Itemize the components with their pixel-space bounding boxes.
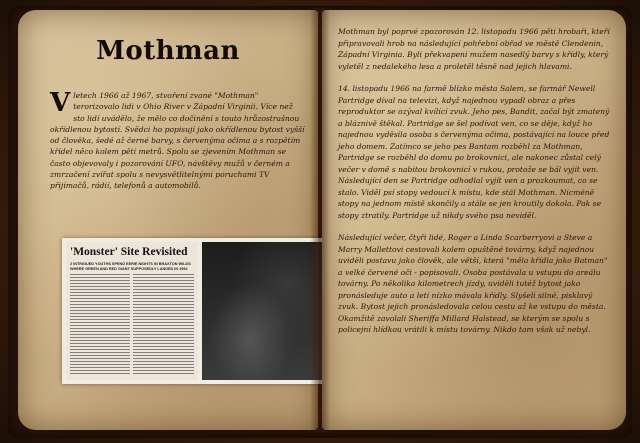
newspaper-clipping xyxy=(66,242,198,380)
book-spine xyxy=(310,8,330,432)
right-page xyxy=(322,10,626,430)
clipping-headline: 'Monster' Site Revisited xyxy=(70,246,188,258)
intro-text: letech 1966 až 1967, stvoření zvané "Mothman" terorizovalo lidi v Ohio River v Západní Virginii. Více než sto lidí uvádělo, že mělo co dočinění s touto hrůzostrašnou okřídlenou bytostí. Svědci ho popisují jako okřídlenou bytost vyšší od člověka, šedé až černé barvy, s červenýma očima a s rozpětím křídel něco kolem pěti metrů. Spolu se zjevením Mothman se často objevovaly i pozorování UFO, návštěvy mužů v černém a zmrzačení zvířat spolu s nevysvětlitelnými poruchami TV přijímačů, rádií, telefonů a automobilů. xyxy=(50,91,305,191)
page-title: Mothman xyxy=(96,36,240,66)
night-forest-photo xyxy=(202,242,324,380)
paragraph-first-sighting: Mothman byl poprvé zpozorován 12. listopadu 1966 pěti hrobaři, kteří připravovali hrob na následující pohřební obřad ve městě Clendenin, Západní Virginia. Byli překvapeni mužem nasedlý barvy s křídly, který vyletěl z nedalekého lesa a proletěl těsně nad jejich hlavami. xyxy=(338,27,610,71)
drop-cap: V xyxy=(50,88,71,118)
paragraph-partridge: 14. listopadu 1966 na farmě blízko města Salem, se farmář Newell Partridge díval na televizi, když najednou vypadl obraz a přes reproduktor se ozýval kvílící zvuk. Jeho pes, Bandit, začal být zmatený a bláznivě štěkal. Partridge se šel podívat ven, co se děje, když ho najednou vyděsila osoba s červenýma očima, postávající na louce před jeho domem. Zatímco se jeho pes Bantam rozběhl za Mothman, Partridge se rozběhl do domu po brokovnici, ale nakonec zůstal celý večer v domě s nabitou brokovnicí v rukou, protože se bál vyjít ven. Následující den se Partridge odhodlal vyjít ven a prozkoumat, co se stalo. Viděl psí stopy vedoucí k místu, kde stál Mothman. Nicméně stopy na jednom místě skončily a stále se jen kroutily dokola. Pak se stopy ztratily. Partridge už nikdy svého psa neviděl. xyxy=(338,84,610,220)
intro-paragraph xyxy=(50,90,306,192)
left-page xyxy=(18,10,318,430)
right-page-text xyxy=(338,26,614,347)
photo-frame xyxy=(62,238,328,384)
clipping-column-gap xyxy=(130,274,133,376)
clipping-subhead: 2 INTRIGUED YOUTHS SPEND EERIE NIGHTS IN BRAXTON WILDS WHERE GREEN AND RED GIANT SUPPOSEDLY LANDED IN 1952 xyxy=(70,262,191,271)
paragraph-scarberry: Následující večer, čtyři lidé, Roger a Linda Scarberryovi a Steve a Marry Mallettovi cestovali kolem opuštěné továrny, když najednou uviděli postavu jako člověk, ale větší, která "měla křídla jako Batman" a velké červené oči - popisovali. Osoba postávala u vstupu do areálu továrny. Po několika kilometrech jízdy, uviděli tutéž bytost jako pronásleduje auto a letí nízko mávala křídly. Slyšeli silné, pisklavý zvuk. Bytost jejich pronásledovala celou cestu až ke vstupu do města. Okamžitě zavolali Sheriffa Millard Halstead, se kterým se spolu s policejní hlídkou vrátili k místu továrny. Nikdo tam však už nebyl. xyxy=(338,233,608,334)
